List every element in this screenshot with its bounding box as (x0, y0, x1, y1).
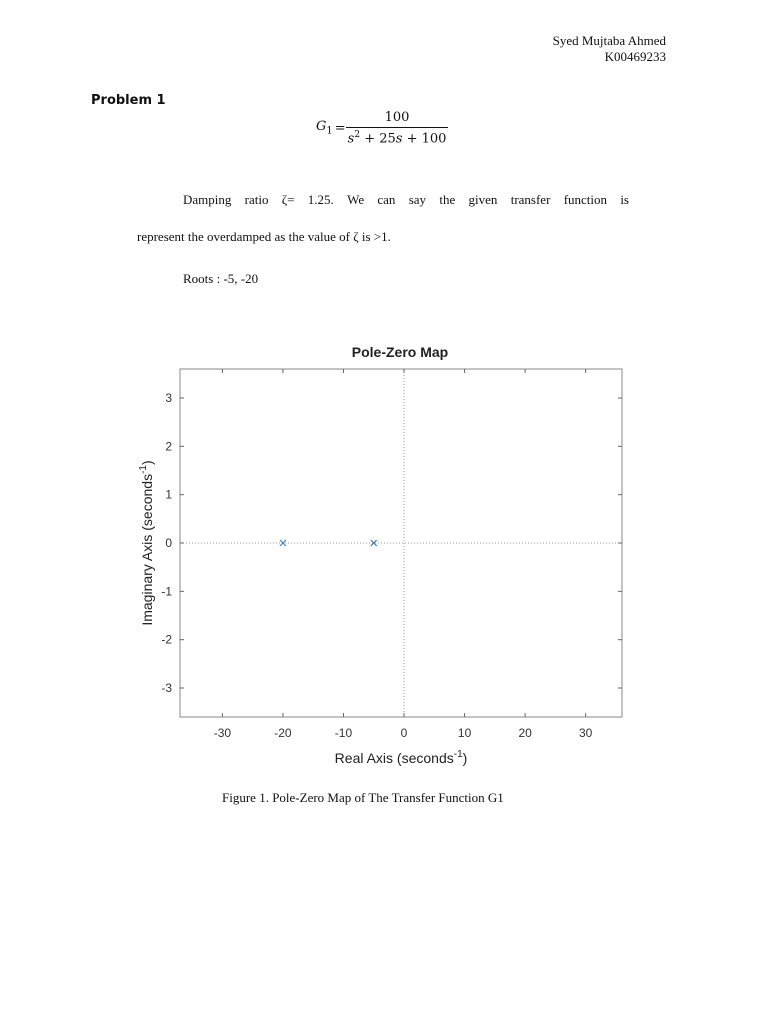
y-tick-label: 3 (165, 391, 172, 405)
x-tick-label: -10 (334, 726, 353, 740)
x-tick-label: 10 (457, 726, 472, 740)
chart-title: Pole-Zero Map (351, 344, 449, 360)
equation-lhs: $G_1$ (316, 119, 333, 137)
damping-ratio-text: Damping ratio ζ= 1.25. We can say the given transfer function is (183, 192, 629, 207)
overdamped-text: represent the overdamped as the value of ζ is >1. (137, 229, 391, 244)
y-axis-label: Imaginary Axis (seconds$^{-1}$) (138, 460, 155, 626)
problem-title: Problem 1 (91, 93, 166, 108)
y-tick-label: 1 (165, 487, 172, 502)
figure-caption: Figure 1. Pole-Zero Map of The Transfer Function G1 (222, 790, 504, 805)
x-axis-label: Real Axis (seconds$^{-1}$) (334, 749, 468, 766)
equation-denominator: $s^2 + 25s + 100$ (346, 127, 449, 146)
equation-fraction (346, 110, 449, 146)
y-tick-label: -1 (161, 584, 172, 599)
y-tick-label: 0 (165, 536, 172, 550)
y-tick-label: -2 (161, 632, 172, 647)
transfer-function-equation (316, 110, 448, 146)
roots-text: Roots : -5, -20 (183, 271, 259, 286)
x-tick-label: -30 (213, 726, 232, 740)
author-name: Syed Mujtaba Ahmed (552, 33, 666, 48)
pole-zero-map-chart (120, 335, 650, 775)
y-tick-label: 2 (165, 439, 172, 454)
x-tick-label: -20 (274, 726, 292, 740)
x-tick-label: 0 (400, 726, 408, 740)
y-tick-label: -3 (161, 681, 172, 695)
student-id: K00469233 (604, 49, 666, 64)
equation-numerator: 100 (384, 110, 410, 125)
header (553, 33, 666, 65)
equation-equals: = (334, 120, 346, 136)
x-tick-label: 20 (518, 726, 532, 740)
x-tick-label: 30 (578, 726, 593, 740)
